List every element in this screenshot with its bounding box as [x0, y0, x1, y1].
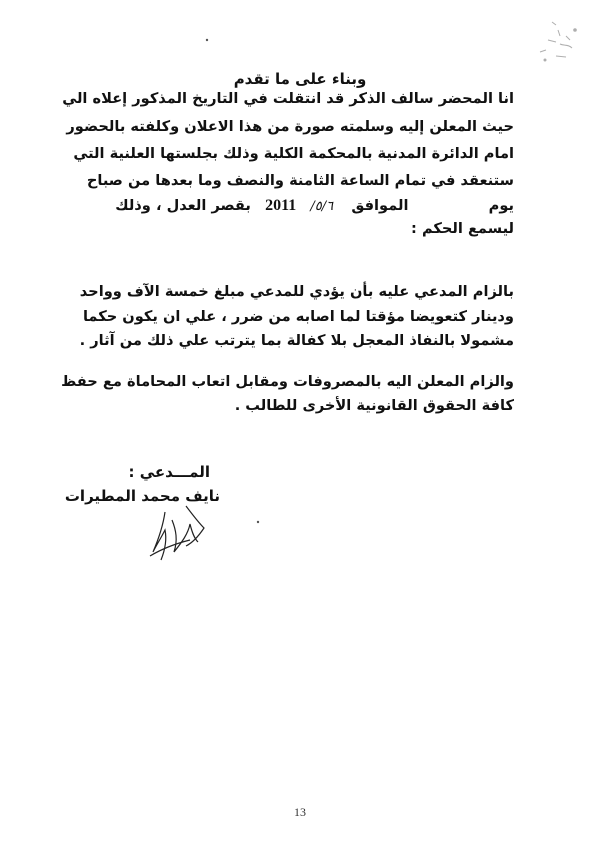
demand-line: ودينار كتعويضا مؤقتا لما اصابه من ضرر ، علي ان يكون حكما	[82, 308, 514, 325]
claimant-name: نايف محمد المطيرات	[64, 487, 220, 505]
claimant-label: المـــدعي :	[128, 463, 210, 481]
speck-dot	[257, 521, 259, 523]
date-line	[86, 197, 514, 215]
page-number: 13	[294, 805, 306, 819]
day-word: يوم	[488, 197, 514, 214]
handwritten-date: ٥/٦/	[310, 199, 334, 214]
body-line: امام الدائرة المدنية بالمحكمة الكلية وذلك بجلستها العلنية التي	[73, 145, 514, 162]
verdict-line: ليسمع الحكم :	[411, 220, 514, 237]
demand-line: مشمولا بالنفاذ المعجل بلا كفالة بما يترتب علي ذلك من آثار .	[79, 332, 514, 349]
body-line: انا المحضر سالف الذكر قد انتقلت في التاريخ المذكور إعلاه الي	[62, 90, 514, 107]
year: 2011	[265, 197, 297, 214]
body-line: ستنعقد في تمام الساعة الثامنة والنصف وما بعدها من صباح	[86, 172, 514, 189]
demand-line: كافة الحقوق القانونية الأخرى للطالب .	[234, 397, 514, 414]
faint-stamp-icon	[540, 22, 576, 61]
body-line: حيث المعلن إليه وسلمته صورة من هذا الاعلان وكلفته بالحضور	[66, 118, 514, 135]
speck-dot	[206, 39, 208, 41]
demand-line: والزام المعلن اليه بالمصروفات ومقابل اتعاب المحاماة مع حفظ	[61, 373, 514, 390]
demand-line: بالزام المدعي عليه بأن يؤدي للمدعي مبلغ خمسة الآف وواحد	[79, 283, 514, 300]
place: بقصر العدل ، وذلك	[115, 197, 251, 214]
handwritten-signature-icon	[150, 506, 204, 560]
heading: وبناء على ما تقدم	[233, 70, 367, 88]
corresponding-word: الموافق	[351, 197, 409, 214]
